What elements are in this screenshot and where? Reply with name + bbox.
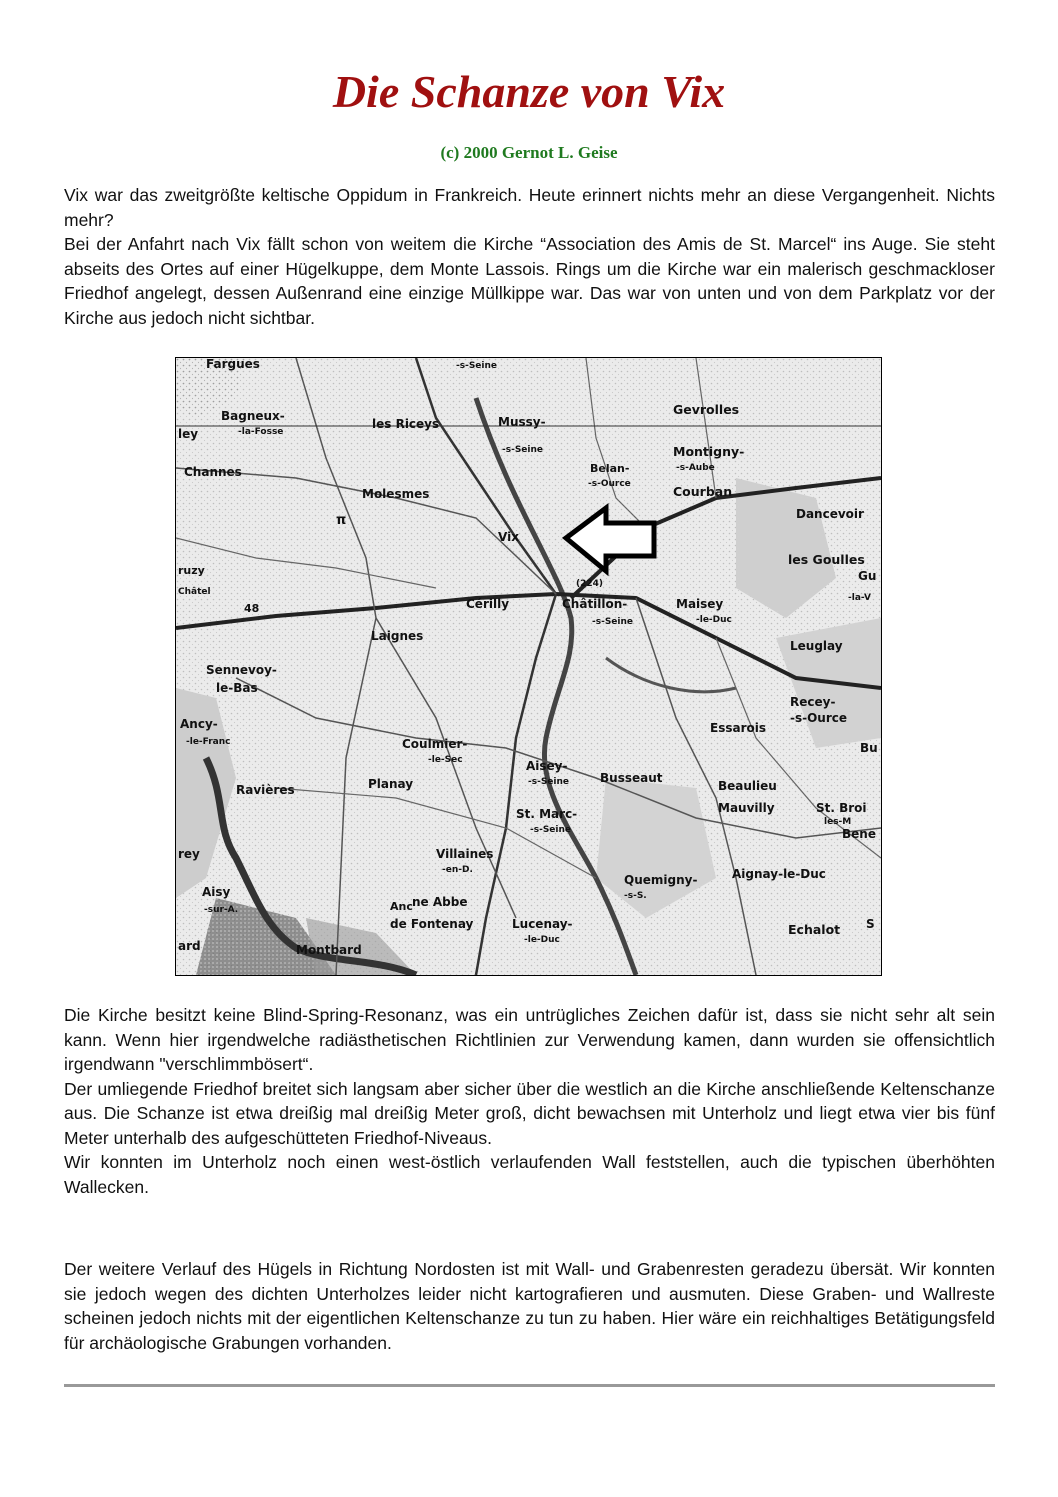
map-label: S bbox=[866, 917, 875, 931]
map-label: Vix bbox=[498, 530, 519, 544]
map-label: -s-Aube bbox=[676, 463, 715, 473]
map-label: Cérilly bbox=[466, 597, 510, 611]
map-label: ley bbox=[178, 427, 199, 441]
map-label: Ravières bbox=[236, 783, 295, 797]
map-label: Bagneux- bbox=[221, 409, 285, 423]
map-label: π bbox=[336, 513, 347, 528]
map-label: les Goulles bbox=[788, 552, 865, 567]
map-label: -s-S. bbox=[624, 891, 647, 901]
map-label: -en-D. bbox=[442, 865, 473, 875]
map-label: Mussy- bbox=[498, 415, 546, 429]
map-label: Planay bbox=[368, 777, 414, 791]
paragraph: Wir konnten im Unterholz noch einen west-östlich verlaufenden Wall feststellen, auch die typischen überhöhten Wallecken. bbox=[64, 1152, 995, 1197]
paragraph: Vix war das zweitgrößte keltische Oppidum in Frankreich. Heute erinnert nichts mehr an diese Vergangenheit. Nichts mehr? bbox=[64, 185, 995, 230]
map-label: Gevrolles bbox=[673, 402, 740, 417]
map-label: Recey- bbox=[790, 695, 836, 709]
map-label: ard bbox=[178, 939, 201, 953]
map-label: Channes bbox=[184, 465, 242, 479]
map-label: -le-Franc bbox=[186, 737, 231, 747]
map-label: -la-Fosse bbox=[238, 427, 284, 437]
map-label: -le-Duc bbox=[524, 935, 560, 945]
map-label: Laignes bbox=[371, 629, 424, 643]
map-label: St. Marc- bbox=[516, 807, 578, 821]
map-label: 48 bbox=[244, 602, 260, 615]
map-label: (224) bbox=[576, 579, 604, 589]
footer-divider bbox=[64, 1384, 995, 1387]
map-label: ruzy bbox=[178, 564, 205, 577]
map-label: -s-Seine bbox=[592, 617, 634, 627]
map-label: Bu bbox=[860, 741, 878, 755]
map-label: -s-Seine bbox=[456, 361, 498, 371]
map-label: Belan- bbox=[590, 462, 630, 475]
map-label: de Fontenay bbox=[390, 917, 474, 931]
paragraph: Bei der Anfahrt nach Vix fällt schon von weitem die Kirche “Association des Amis de St. Marcel“ ins Auge. Sie steht abseits des Ortes auf einer Hügelkuppe, dem Monte Lassois. Rings um die Kirche war ein malerisch geschmackloser Friedhof angelegt, dessen Außenrand eine einzige Müllkippe war. Das war von unten und von dem Parkplatz vor der Kirche aus jedoch nicht sichtbar. bbox=[64, 234, 995, 328]
map-label: Busseaut bbox=[600, 771, 663, 785]
copyright-line: (c) 2000 Gernot L. Geise bbox=[440, 143, 618, 162]
map-label: Aignay-le-Duc bbox=[732, 867, 826, 881]
closing-text bbox=[64, 1257, 995, 1355]
map-label: Bene bbox=[842, 827, 876, 841]
map-label: le-Bas bbox=[216, 681, 258, 695]
map-label: Echalot bbox=[788, 922, 841, 937]
map-label: Sennevoy- bbox=[206, 663, 277, 677]
map-label: -sur-A. bbox=[204, 905, 239, 915]
map-label: Coulmier- bbox=[402, 737, 468, 751]
map-label: Mauvilly bbox=[718, 801, 775, 815]
map-label: Gu bbox=[858, 569, 877, 583]
map-label: Aisey- bbox=[526, 759, 568, 773]
map-label: -s-Seine bbox=[528, 777, 570, 787]
map-label: Villaines bbox=[436, 847, 494, 861]
map-label: -s-Seine bbox=[530, 825, 572, 835]
map-label: -la-V bbox=[848, 593, 871, 603]
map-label: Fargues bbox=[206, 358, 260, 371]
map-label: Beaulieu bbox=[718, 779, 777, 793]
map-label: -s-Ource bbox=[588, 479, 631, 489]
map-label: Anc bbox=[390, 900, 413, 913]
map-label: Quemigny- bbox=[624, 873, 698, 887]
intro-text bbox=[64, 183, 995, 330]
map-label: Aisy bbox=[202, 885, 231, 899]
map-label: -s-Seine bbox=[502, 445, 544, 455]
page-title: Die Schanze von Vix bbox=[332, 66, 726, 117]
map-label: rey bbox=[178, 847, 200, 861]
map-label: -s-Ource bbox=[790, 711, 848, 725]
map-label: St. Broi bbox=[816, 801, 867, 815]
map-label: Ancy- bbox=[180, 717, 218, 731]
map-label: Montbard bbox=[296, 943, 362, 957]
paragraph: Der weitere Verlauf des Hügels in Richtung Nordosten ist mit Wall- und Grabenresten geradezu übersät. Wir konnten sie jedoch wegen des dichten Unterholzes leider nicht kartografieren und ausmuten. Diese Graben- und Wallreste scheinen jedoch nichts mit der eigentlichen Keltenschanze zu tun zu haben. Hier wäre ein reichhaltiges Betätigungsfeld für archäologische Grabungen vorhanden. bbox=[64, 1259, 995, 1353]
map-label: Leuglay bbox=[790, 639, 843, 653]
map-label: Maisey bbox=[676, 597, 724, 611]
map-label: Lucenay- bbox=[512, 917, 573, 931]
map-label: Montigny- bbox=[673, 444, 745, 459]
map-label: Châtel bbox=[178, 587, 211, 597]
map-label: les-M bbox=[824, 817, 852, 827]
map-label: ne Abbe bbox=[412, 895, 468, 909]
map-label: Courban bbox=[673, 484, 733, 499]
paragraph: Die Kirche besitzt keine Blind-Spring-Resonanz, was ein untrügliches Zeichen dafür ist, dass sie nicht sehr alt sein kann. Wenn hier irgendwelche radiästhetischen Richtlinien zur Verwendung kamen, dann wurden sie offensichtlich irgendwann "verschlimmbösert“. bbox=[64, 1005, 995, 1074]
map-label: les Riceys bbox=[372, 417, 440, 431]
map-label: Molesmes bbox=[362, 487, 430, 501]
map-image bbox=[176, 358, 881, 975]
map-label: Châtillon- bbox=[562, 597, 628, 611]
map-figure bbox=[175, 357, 882, 976]
map-label: -le-Duc bbox=[696, 615, 732, 625]
map-label: Dancevoir bbox=[796, 507, 864, 521]
map-label: Essarois bbox=[710, 721, 766, 735]
map-label: -le-Sec bbox=[428, 755, 463, 765]
paragraph: Der umliegende Friedhof breitet sich langsam aber sicher über die westlich an die Kirche anschließende Keltenschanze aus. Die Schanze ist etwa dreißig mal dreißig Meter groß, dicht bewachsen mit Unterholz und liegt etwa vier bis fünf Meter unterhalb des aufgeschütteten Friedhof-Niveaus. bbox=[64, 1078, 995, 1148]
main-text bbox=[64, 1003, 995, 1199]
